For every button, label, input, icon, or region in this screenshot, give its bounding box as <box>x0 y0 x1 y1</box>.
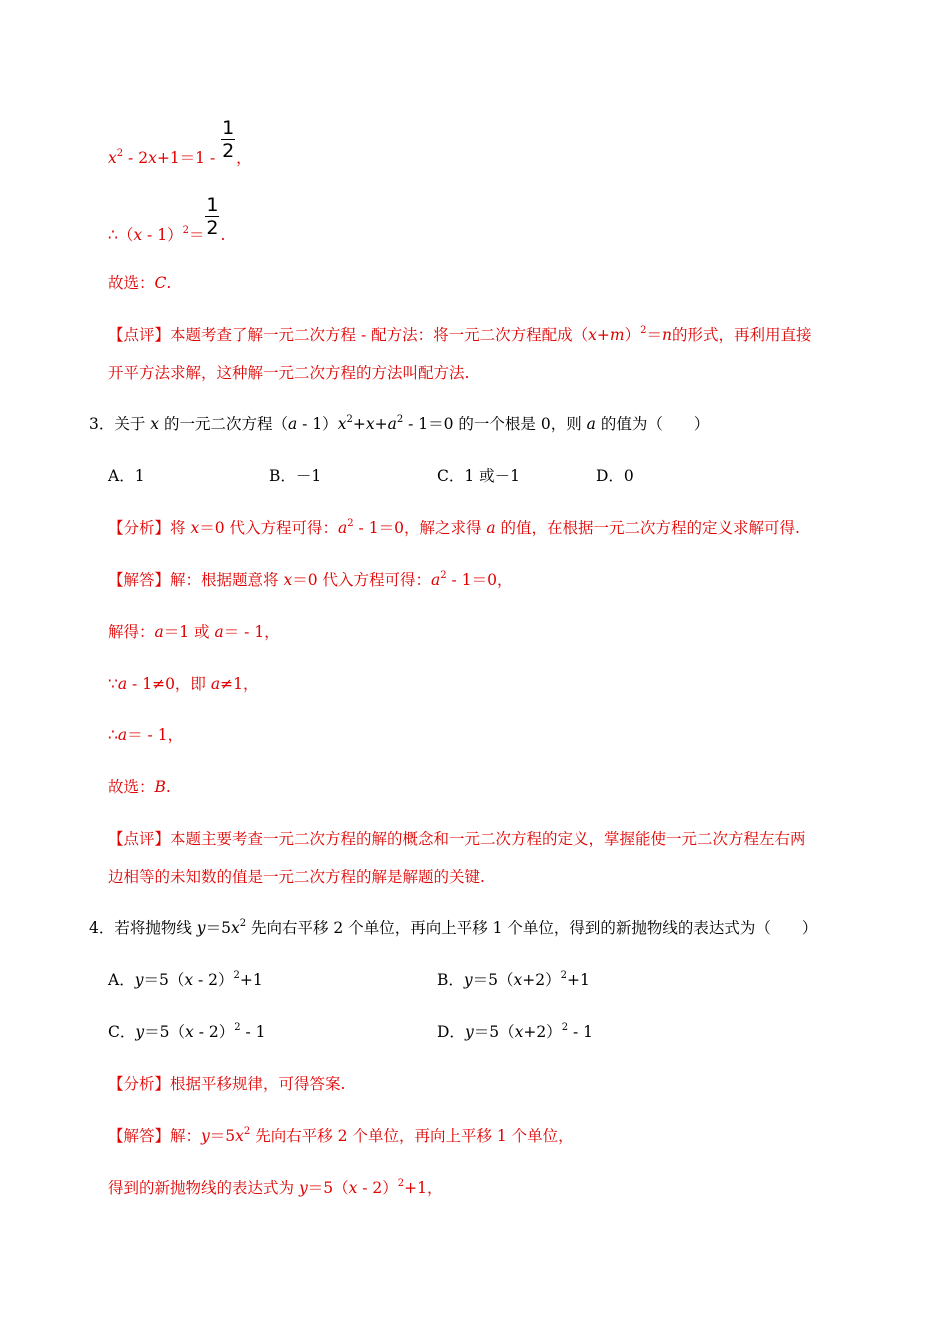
q3-option-d: D．0 <box>596 467 634 485</box>
q3-answer: 【解答】解：根据题意将 x＝0 代入方程可得：$a^2 - 1=0$， <box>108 570 513 589</box>
choice-line: 故选：C. <box>108 274 172 292</box>
equation-step-1: $x^2 - 2x+1=1$ - $\frac{1}{2}$ ， <box>108 117 252 167</box>
q3-option-b: B．－1 <box>269 467 322 485</box>
q4-option-b: B．$y=5(x+2)^2+1$ <box>437 970 590 989</box>
q4-option-a: A．y＝5（x - 2）$^2$+1 <box>108 970 263 989</box>
equation-step-2: ∴（x - 1）$^2$＝ $\frac{1}{2}$ . <box>108 194 226 244</box>
comment-tag: 【点评】 <box>108 326 171 344</box>
q3-option-a: A．1 <box>108 467 145 485</box>
q4-result: 得到的新抛物线的表达式为 y＝5（x - 2）$^2$+1， <box>108 1178 443 1197</box>
q3-comment-line-2: 边相等的未知数的值是一元二次方程的解是解题的关键. <box>108 868 485 886</box>
q3-choice: 故选：B. <box>108 778 171 796</box>
q3-step-2: ∵a - 1≠0，即 a≠1， <box>108 675 259 693</box>
q3-option-c: C．1 或－1 <box>437 467 521 485</box>
q4-option-c: C．y＝5（x - 2）$^2$ - 1 <box>108 1022 266 1041</box>
q4-analysis: 【分析】根据平移规律，可得答案. <box>108 1075 346 1093</box>
q3-analysis: 【分析】将 x＝0 代入方程可得：$a^2 - 1=0$，解之求得 a 的值，在根据一元二次方程的定义求解可得. <box>108 518 800 537</box>
fraction-one-half: $\frac{1}{2}$ <box>222 117 235 162</box>
q4-option-d: D．$y=5(x+2)^2 - 1$ <box>437 1022 594 1041</box>
q3-step-3: ∴a＝ - 1， <box>108 726 184 744</box>
comment-paragraph: 【点评】本题考查了解一元二次方程 - 配方法：将一元二次方程配成$(x+m)^2=n$的形式，再利用直接 <box>108 325 812 344</box>
question-4-stem: 4．若将抛物线 $y=5x^2$ 先向右平移 2 个单位，再向上平移 1 个单位，得到的新抛物线的表达式为（ ） <box>89 918 818 937</box>
fraction-one-half: $\frac{1}{2}$ <box>206 194 219 239</box>
q3-step-1: 解得：a＝1 或 a＝ - 1， <box>108 623 280 641</box>
question-3-stem: 3．关于 x 的一元二次方程$(a - 1)x^2+x+a^2 - 1=0$ 的一个根是 0，则 a 的值为（ ） <box>89 414 710 433</box>
q3-comment: 【点评】本题主要考查一元二次方程的解的概念和一元二次方程的定义，掌握能使一元二次方程左右两 <box>108 830 806 848</box>
comment-line-2: 开平方法求解，这种解一元二次方程的方法叫配方法. <box>108 364 470 382</box>
q4-answer: 【解答】解：$y=5x^2$ 先向右平移 2 个单位，再向上平移 1 个单位， <box>108 1126 574 1145</box>
